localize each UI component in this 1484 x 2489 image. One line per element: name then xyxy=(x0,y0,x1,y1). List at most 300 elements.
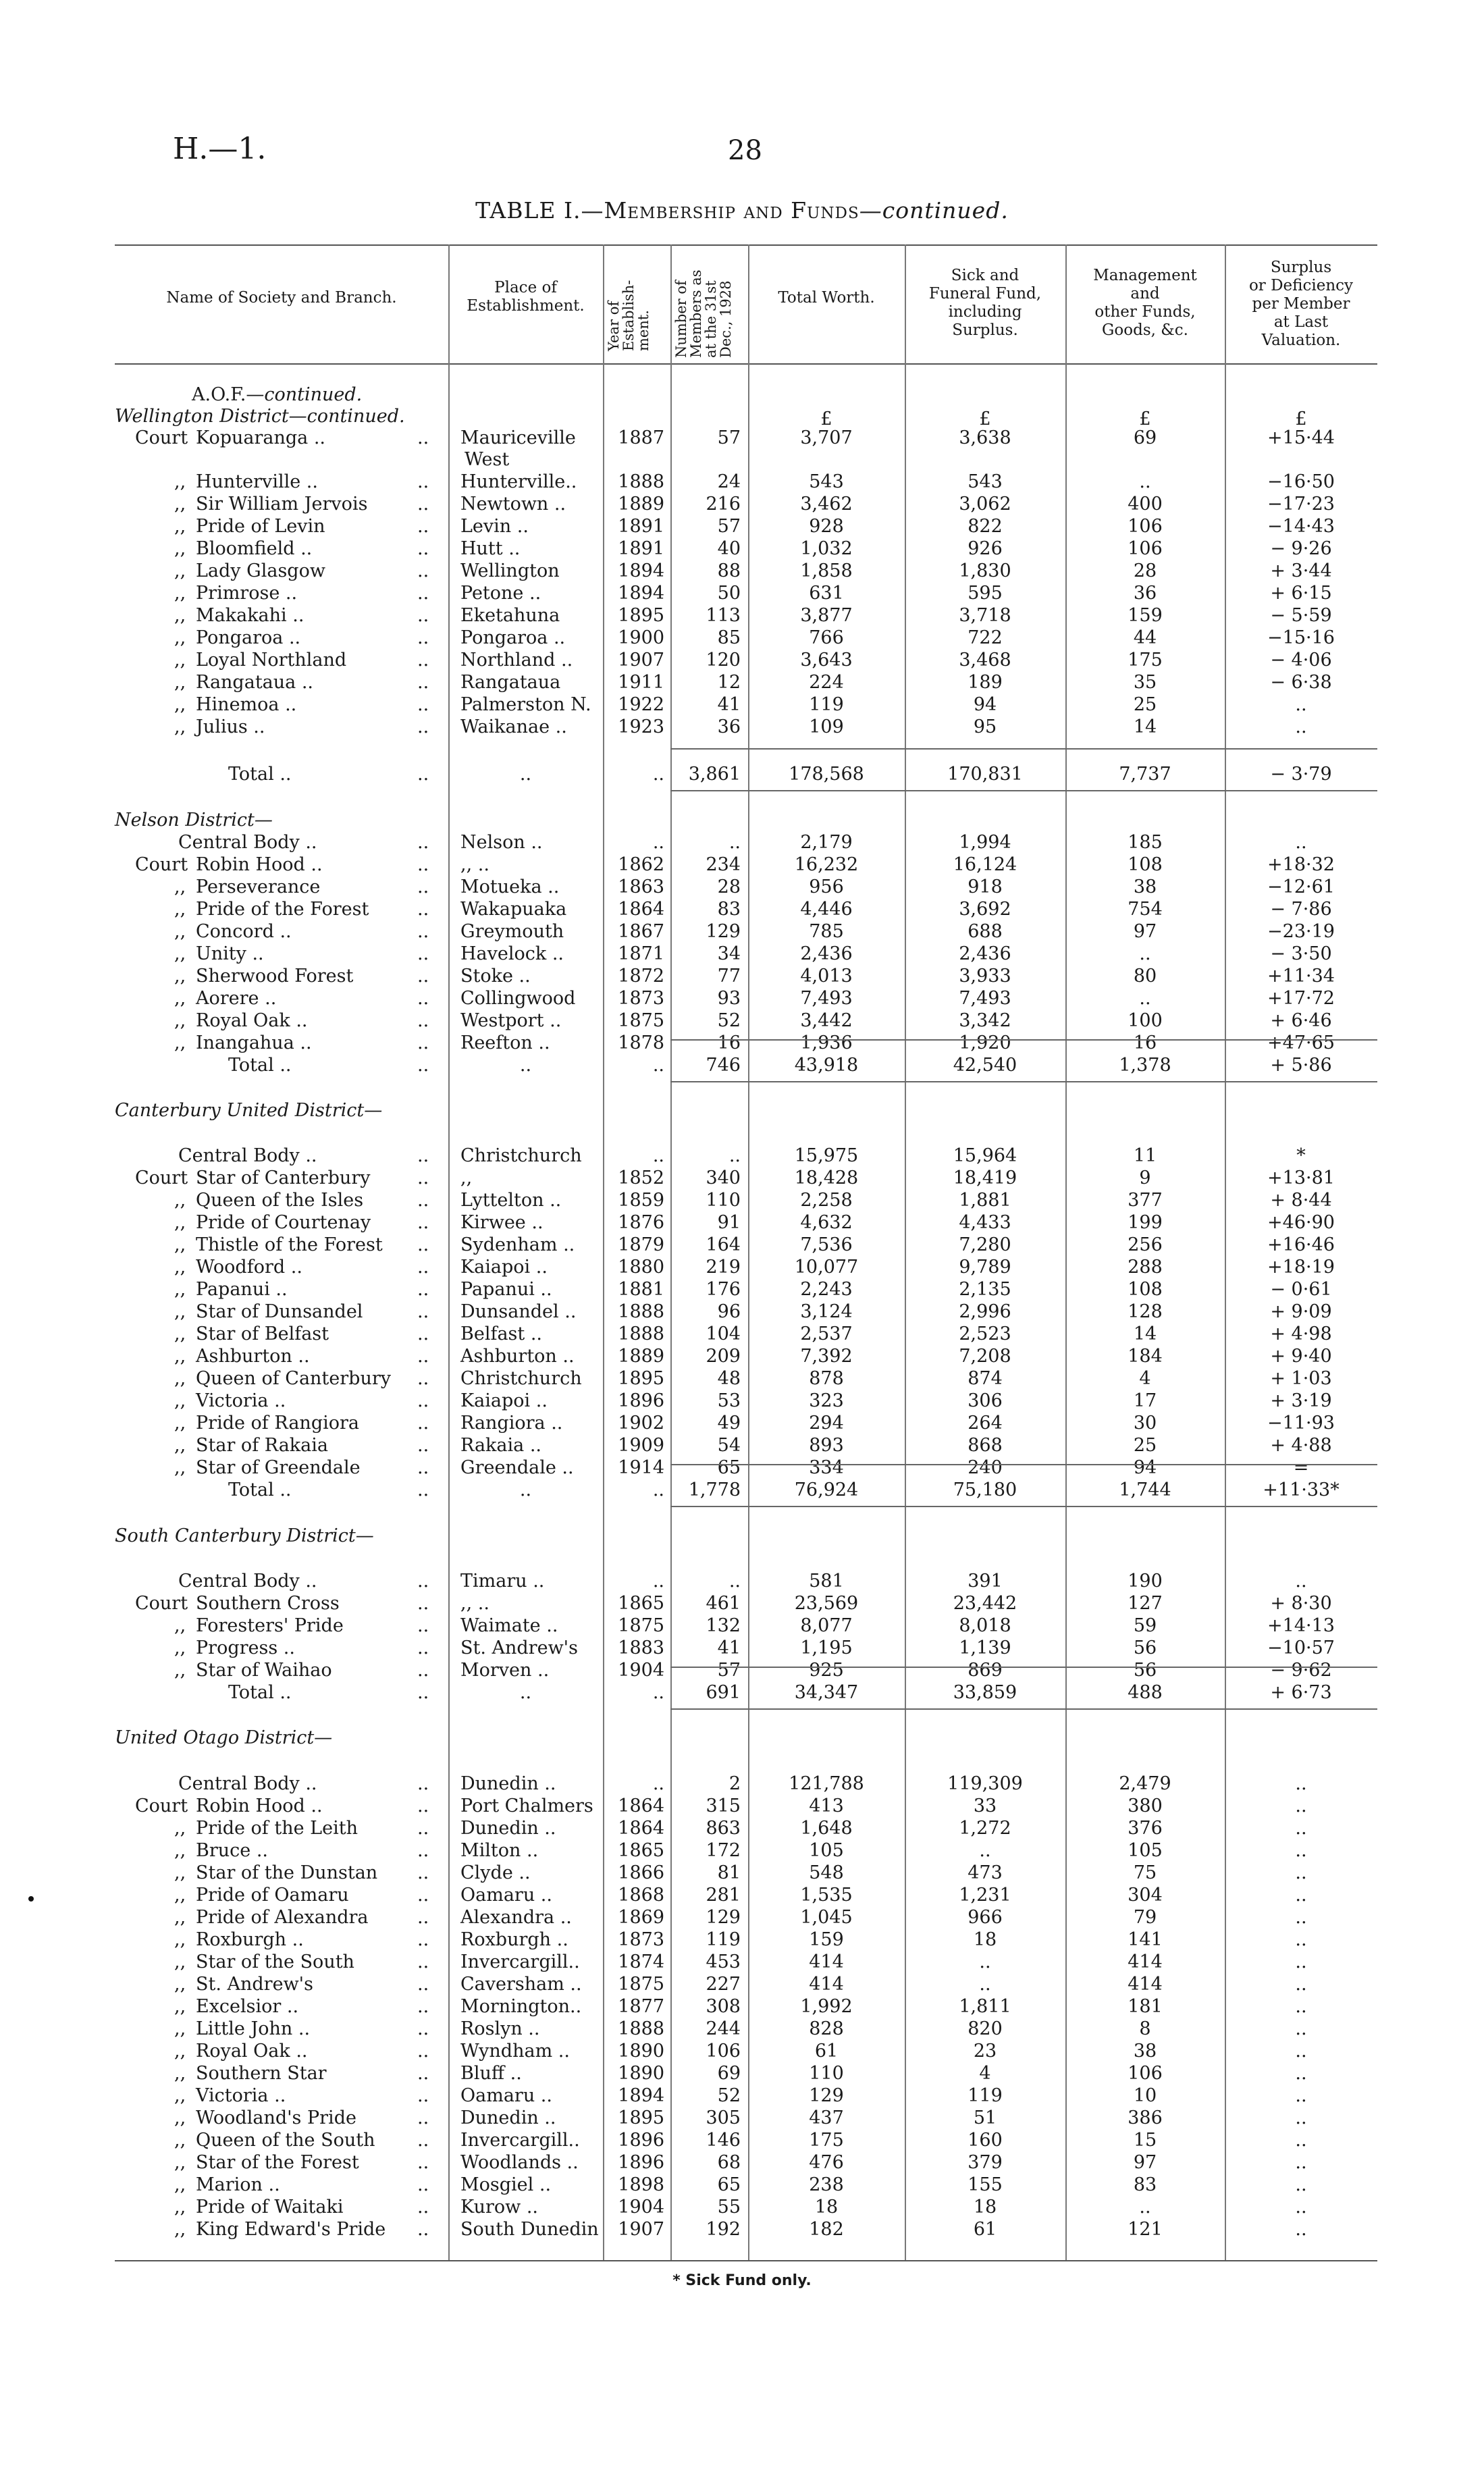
branch-prefix: ,, xyxy=(174,1862,186,1883)
branch-place: Palmerston N. xyxy=(460,694,591,715)
section-heading: Canterbury United District— xyxy=(115,1100,383,1121)
branch-sick: 722 xyxy=(968,627,1003,648)
branch-year: 1866 xyxy=(618,1862,664,1883)
branch-year: 1852 xyxy=(618,1168,664,1188)
branch-name: Robin Hood .. xyxy=(196,1796,323,1816)
branch-year: 1888 xyxy=(618,1301,664,1322)
branch-year: 1894 xyxy=(618,583,664,604)
colhead-members-line: Members as xyxy=(688,269,704,358)
branch-year: 1889 xyxy=(618,494,664,515)
branch-place: Papanui .. xyxy=(460,1279,552,1300)
colhead-mgmt-line: and xyxy=(1130,285,1160,303)
branch-members: 52 xyxy=(717,1010,741,1031)
branch-surplus: .. xyxy=(1295,716,1307,737)
total-top-rule xyxy=(670,748,1377,750)
branch-year: 1873 xyxy=(618,1929,664,1950)
total-worth: 76,924 xyxy=(794,1479,859,1500)
branch-name: Foresters' Pride xyxy=(196,1615,344,1636)
branch-dots: .. xyxy=(417,1257,429,1278)
branch-prefix: ,, xyxy=(174,899,186,920)
branch-worth: 925 xyxy=(809,1660,844,1681)
branch-dots: .. xyxy=(417,1907,429,1928)
branch-sick: 1,920 xyxy=(959,1032,1011,1053)
branch-dots: .. xyxy=(417,1840,429,1861)
branch-worth: 7,536 xyxy=(800,1234,853,1255)
branch-name: Robin Hood .. xyxy=(196,854,323,875)
branch-mgmt: 56 xyxy=(1133,1660,1157,1681)
branch-prefix: ,, xyxy=(174,966,186,987)
branch-mgmt: .. xyxy=(1139,471,1151,492)
branch-worth: 3,877 xyxy=(800,605,853,626)
branch-place: Rangiora .. xyxy=(460,1413,563,1434)
branch-dots: .. xyxy=(417,494,429,515)
branch-mgmt: 83 xyxy=(1133,2174,1157,2195)
branch-name: Star of the Forest xyxy=(196,2152,359,2173)
branch-name: Ashburton .. xyxy=(196,1346,310,1367)
colhead-surplus-line: per Member xyxy=(1252,295,1350,313)
branch-mgmt: 14 xyxy=(1133,716,1157,737)
colhead-sick-line: Surplus. xyxy=(952,321,1018,339)
branch-sick: 3,718 xyxy=(959,605,1011,626)
branch-mgmt: 181 xyxy=(1128,1996,1163,2017)
branch-place: Kaiapoi .. xyxy=(460,1257,548,1278)
branch-name: Julius .. xyxy=(196,716,265,737)
total-bottom-rule xyxy=(670,790,1377,791)
branch-dots: .. xyxy=(417,1996,429,2017)
branch-surplus: − 0·61 xyxy=(1270,1279,1332,1300)
branch-surplus: .. xyxy=(1295,2018,1307,2039)
branch-surplus: .. xyxy=(1295,2063,1307,2084)
branch-worth: 1,032 xyxy=(800,538,853,559)
branch-year: 1875 xyxy=(618,1010,664,1031)
branch-place: Milton .. xyxy=(460,1840,539,1861)
branch-dots: .. xyxy=(417,1279,429,1300)
branch-dots: .. xyxy=(417,832,429,853)
branch-name: Rangataua .. xyxy=(196,672,313,693)
branch-prefix: ,, xyxy=(174,1840,186,1861)
branch-worth: 238 xyxy=(809,2174,844,2195)
margin-dot xyxy=(28,1896,34,1902)
branch-members: 81 xyxy=(717,1862,741,1883)
section-heading: Nelson District— xyxy=(115,810,273,831)
branch-name: Hunterville .. xyxy=(196,471,318,492)
colhead-year-line: ment. xyxy=(635,310,652,351)
branch-worth: 414 xyxy=(809,1951,844,1972)
branch-worth: 2,258 xyxy=(800,1190,853,1211)
branch-members: 83 xyxy=(717,899,741,920)
branch-sick: 543 xyxy=(968,471,1003,492)
total-worth: 43,918 xyxy=(794,1055,859,1076)
branch-place: Roxburgh .. xyxy=(460,1929,568,1950)
branch-prefix: ,, xyxy=(174,716,186,737)
branch-surplus: − 9·62 xyxy=(1270,1660,1332,1681)
branch-surplus: +18·32 xyxy=(1267,854,1335,875)
branch-year: 1869 xyxy=(618,1907,664,1928)
branch-mgmt: 288 xyxy=(1128,1257,1163,1278)
branch-name: Little John .. xyxy=(196,2018,311,2039)
branch-members: 172 xyxy=(706,1840,741,1861)
branch-dots: .. xyxy=(417,1862,429,1883)
branch-year: .. xyxy=(652,1145,664,1166)
branch-members: 227 xyxy=(706,1974,741,1995)
branch-prefix: ,, xyxy=(174,650,186,671)
branch-year: 1896 xyxy=(618,1390,664,1411)
branch-prefix: ,, xyxy=(174,560,186,581)
branch-prefix: ,, xyxy=(174,1929,186,1950)
branch-mgmt: 185 xyxy=(1128,832,1163,853)
branch-mgmt: .. xyxy=(1139,2197,1151,2218)
total-mgmt: 7,737 xyxy=(1119,764,1171,785)
branch-members: 129 xyxy=(706,1907,741,1928)
branch-sick: .. xyxy=(979,1974,991,1995)
branch-name: Central Body .. xyxy=(178,1571,317,1592)
branch-prefix: ,, xyxy=(174,1346,186,1367)
branch-members: 41 xyxy=(717,694,741,715)
branch-worth: 159 xyxy=(809,1929,844,1950)
branch-year: 1896 xyxy=(618,2152,664,2173)
branch-dots: .. xyxy=(417,1796,429,1816)
branch-mgmt: 35 xyxy=(1133,672,1157,693)
branch-prefix: ,, xyxy=(174,1907,186,1928)
branch-members: 120 xyxy=(706,650,741,671)
branch-prefix: ,, xyxy=(174,471,186,492)
branch-dots: .. xyxy=(417,1593,429,1614)
branch-worth: 1,195 xyxy=(800,1638,853,1658)
branch-mgmt: 17 xyxy=(1133,1390,1157,1411)
colhead-place-line: Place of xyxy=(494,279,557,296)
colhead-year-line: Establish- xyxy=(620,280,637,351)
branch-prefix: Court xyxy=(135,1168,188,1188)
branch-dots: .. xyxy=(417,1818,429,1839)
branch-prefix: ,, xyxy=(174,1010,186,1031)
branch-name: Queen of the Isles xyxy=(196,1190,364,1211)
branch-name: Queen of Canterbury xyxy=(196,1368,391,1389)
branch-prefix: ,, xyxy=(174,1660,186,1681)
branch-dots: .. xyxy=(417,560,429,581)
branch-sick: 391 xyxy=(968,1571,1003,1592)
branch-dots: .. xyxy=(417,538,429,559)
branch-members: 55 xyxy=(717,2197,741,2218)
branch-members: 28 xyxy=(717,876,741,897)
branch-sick: 966 xyxy=(968,1907,1003,1928)
branch-surplus: − 5·59 xyxy=(1270,605,1332,626)
branch-sick: 1,139 xyxy=(959,1638,1011,1658)
branch-worth: 15,975 xyxy=(794,1145,859,1166)
branch-surplus: −17·23 xyxy=(1267,494,1335,515)
branch-dots: .. xyxy=(417,1435,429,1456)
branch-surplus: − 3·50 xyxy=(1270,943,1332,964)
colhead-place-line: Establishment. xyxy=(467,297,585,315)
branch-sick: 306 xyxy=(968,1390,1003,1411)
branch-dots: .. xyxy=(417,1346,429,1367)
branch-year: 1923 xyxy=(618,716,664,737)
branch-mgmt: 56 xyxy=(1133,1638,1157,1658)
branch-name: Star of Rakaia xyxy=(196,1435,329,1456)
branch-name: Roxburgh .. xyxy=(196,1929,304,1950)
table-title: Membership and Funds xyxy=(604,197,859,224)
branch-name: Sir William Jervois xyxy=(196,494,368,515)
place-continuation: West xyxy=(465,449,510,470)
branch-worth: 175 xyxy=(809,2130,844,2151)
branch-surplus: .. xyxy=(1295,2197,1307,2218)
branch-members: 69 xyxy=(717,2063,741,2084)
branch-sick: 23,442 xyxy=(953,1593,1017,1614)
branch-sick: 8,018 xyxy=(959,1615,1011,1636)
branch-sick: 820 xyxy=(968,2018,1003,2039)
total-dots: .. xyxy=(417,1682,429,1703)
branch-prefix: ,, xyxy=(174,1818,186,1839)
total-year: .. xyxy=(652,1682,664,1703)
branch-place: Dunedin .. xyxy=(460,1818,556,1839)
branch-worth: 110 xyxy=(809,2063,844,2084)
branch-prefix: ,, xyxy=(174,2107,186,2128)
branch-mgmt: 106 xyxy=(1128,516,1163,537)
branch-worth: 2,179 xyxy=(800,832,853,853)
total-label: Total .. xyxy=(228,1479,292,1500)
branch-members: 34 xyxy=(717,943,741,964)
branch-prefix: ,, xyxy=(174,516,186,537)
branch-surplus: .. xyxy=(1295,2041,1307,2062)
branch-surplus: +46·90 xyxy=(1267,1212,1335,1233)
branch-worth: 766 xyxy=(809,627,844,648)
footnote: * Sick Fund only. xyxy=(672,2272,812,2289)
total-dots: .. xyxy=(417,764,429,785)
branch-place: Kurow .. xyxy=(460,2197,538,2218)
branch-sick: 3,692 xyxy=(959,899,1011,920)
branch-mgmt: 141 xyxy=(1128,1929,1163,1950)
branch-mgmt: 16 xyxy=(1133,1032,1157,1053)
branch-sick: 119,309 xyxy=(947,1773,1023,1794)
branch-sick: 1,830 xyxy=(959,560,1011,581)
branch-name: Loyal Northland xyxy=(196,650,347,671)
total-year: .. xyxy=(652,1055,664,1076)
branch-sick: 2,436 xyxy=(959,943,1011,964)
branch-surplus: .. xyxy=(1295,694,1307,715)
branch-worth: 2,243 xyxy=(800,1279,853,1300)
currency-surplus: £ xyxy=(1295,409,1307,429)
colhead-mgmt-line: other Funds, xyxy=(1094,303,1196,321)
branch-surplus: − 7·86 xyxy=(1270,899,1332,920)
branch-surplus: .. xyxy=(1295,2174,1307,2195)
branch-members: 104 xyxy=(706,1324,741,1344)
branch-members: 88 xyxy=(717,560,741,581)
branch-year: 1868 xyxy=(618,1885,664,1906)
branch-year: 1889 xyxy=(618,1346,664,1367)
branch-name: Hinemoa .. xyxy=(196,694,297,715)
branch-place: Havelock .. xyxy=(460,943,564,964)
branch-members: 85 xyxy=(717,627,741,648)
total-dots: .. xyxy=(417,1055,429,1076)
branch-mgmt: .. xyxy=(1139,943,1151,964)
branch-year: 1864 xyxy=(618,1796,664,1816)
branch-surplus: −14·43 xyxy=(1267,516,1335,537)
total-year: .. xyxy=(652,1479,664,1500)
branch-name: Primrose .. xyxy=(196,583,298,604)
branch-prefix: ,, xyxy=(174,1638,186,1658)
branch-worth: 2,537 xyxy=(800,1324,853,1344)
branch-surplus: + 9·09 xyxy=(1270,1301,1332,1322)
currency-worth: £ xyxy=(820,409,832,429)
branch-mgmt: 75 xyxy=(1133,1862,1157,1883)
branch-year: 1874 xyxy=(618,1951,664,1972)
branch-sick: 1,881 xyxy=(959,1190,1011,1211)
branch-prefix: ,, xyxy=(174,921,186,942)
branch-dots: .. xyxy=(417,1145,429,1166)
branch-sick: 1,272 xyxy=(959,1818,1011,1839)
branch-name: Pride of Levin xyxy=(196,516,325,537)
branch-members: 50 xyxy=(717,583,741,604)
branch-members: 863 xyxy=(706,1818,741,1839)
branch-mgmt: 121 xyxy=(1128,2219,1163,2240)
branch-year: 1911 xyxy=(618,672,664,693)
branch-worth: 631 xyxy=(809,583,844,604)
branch-dots: .. xyxy=(417,2107,429,2128)
branch-place: Wakapuaka xyxy=(460,899,567,920)
branch-worth: 16,232 xyxy=(794,854,859,875)
branch-year: 1878 xyxy=(618,1032,664,1053)
branch-prefix: Court xyxy=(135,427,188,448)
branch-sick: .. xyxy=(979,1951,991,1972)
branch-prefix: ,, xyxy=(174,1413,186,1434)
branch-place: Motueka .. xyxy=(460,876,560,897)
branch-surplus: .. xyxy=(1295,1885,1307,1906)
branch-dots: .. xyxy=(417,605,429,626)
branch-worth: 581 xyxy=(809,1571,844,1592)
branch-year: 1907 xyxy=(618,650,664,671)
branch-year: 1863 xyxy=(618,876,664,897)
branch-members: 52 xyxy=(717,2085,741,2106)
branch-surplus: +17·72 xyxy=(1267,988,1335,1009)
branch-surplus: + 8·44 xyxy=(1270,1190,1332,1211)
total-mgmt: 1,378 xyxy=(1119,1055,1171,1076)
branch-year: 1914 xyxy=(618,1457,664,1478)
branch-sick: 688 xyxy=(968,921,1003,942)
branch-surplus: +11·34 xyxy=(1267,966,1335,987)
branch-place: Greendale .. xyxy=(460,1457,574,1478)
branch-mgmt: 38 xyxy=(1133,2041,1157,2062)
branch-name: Star of Greendale xyxy=(196,1457,361,1478)
branch-mgmt: .. xyxy=(1139,988,1151,1009)
branch-place: Dunsandel .. xyxy=(460,1301,577,1322)
total-bottom-rule xyxy=(670,1708,1377,1710)
total-members: 3,861 xyxy=(688,764,741,785)
branch-members: 281 xyxy=(706,1885,741,1906)
branch-year: 1895 xyxy=(618,2107,664,2128)
branch-dots: .. xyxy=(417,899,429,920)
branch-surplus: − 9·26 xyxy=(1270,538,1332,559)
branch-name: Woodland's Pride xyxy=(196,2107,356,2128)
branch-surplus: .. xyxy=(1295,1951,1307,1972)
branch-prefix: ,, xyxy=(174,538,186,559)
branch-name: Star of Dunsandel xyxy=(196,1301,363,1322)
branch-sick: 51 xyxy=(973,2107,997,2128)
branch-mgmt: 30 xyxy=(1133,1413,1157,1434)
branch-place: Rangataua xyxy=(460,672,561,693)
branch-surplus: .. xyxy=(1295,1907,1307,1928)
branch-prefix: ,, xyxy=(174,2041,186,2062)
branch-surplus: + 8·30 xyxy=(1270,1593,1332,1614)
branch-mgmt: 97 xyxy=(1133,2152,1157,2173)
branch-dots: .. xyxy=(417,716,429,737)
branch-year: 1890 xyxy=(618,2063,664,2084)
branch-year: 1877 xyxy=(618,1996,664,2017)
branch-place: Hunterville.. xyxy=(460,471,577,492)
branch-mgmt: 44 xyxy=(1133,627,1157,648)
branch-prefix: ,, xyxy=(174,988,186,1009)
branch-name: Royal Oak .. xyxy=(196,1010,308,1031)
branch-prefix: Court xyxy=(135,1796,188,1816)
branch-worth: 129 xyxy=(809,2085,844,2106)
branch-name: Central Body .. xyxy=(178,832,317,853)
branch-dots: .. xyxy=(417,516,429,537)
branch-dots: .. xyxy=(417,943,429,964)
total-surplus: − 3·79 xyxy=(1270,764,1332,785)
branch-surplus: .. xyxy=(1295,1862,1307,1883)
branch-mgmt: 190 xyxy=(1128,1571,1163,1592)
branch-name: Royal Oak .. xyxy=(196,2041,308,2062)
branch-mgmt: 8 xyxy=(1139,2018,1151,2039)
branch-dots: .. xyxy=(417,1234,429,1255)
total-place: .. xyxy=(519,1055,532,1076)
branch-sick: 240 xyxy=(968,1457,1003,1478)
branch-mgmt: 127 xyxy=(1128,1593,1163,1614)
branch-name: Progress .. xyxy=(196,1638,295,1658)
branch-name: Central Body .. xyxy=(178,1145,317,1166)
branch-sick: 3,933 xyxy=(959,966,1011,987)
branch-dots: .. xyxy=(417,471,429,492)
branch-members: .. xyxy=(728,1571,741,1592)
branch-year: 1872 xyxy=(618,966,664,987)
branch-members: 93 xyxy=(717,988,741,1009)
branch-members: 234 xyxy=(706,854,741,875)
branch-name: Perseverance xyxy=(196,876,321,897)
total-dots: .. xyxy=(417,1479,429,1500)
branch-members: 41 xyxy=(717,1638,741,1658)
total-place: .. xyxy=(519,1479,532,1500)
branch-members: 16 xyxy=(717,1032,741,1053)
branch-mgmt: 128 xyxy=(1128,1301,1163,1322)
branch-dots: .. xyxy=(417,2085,429,2106)
branch-members: 65 xyxy=(717,1457,741,1478)
branch-surplus: .. xyxy=(1295,2152,1307,2173)
colhead-total-worth: Total Worth. xyxy=(778,289,875,307)
total-bottom-rule xyxy=(670,1506,1377,1507)
branch-dots: .. xyxy=(417,2197,429,2218)
branch-prefix: ,, xyxy=(174,2174,186,2195)
branch-dots: .. xyxy=(417,966,429,987)
branch-year: 1864 xyxy=(618,1818,664,1839)
branch-worth: 785 xyxy=(809,921,844,942)
branch-surplus: +13·81 xyxy=(1267,1168,1335,1188)
branch-year: 1891 xyxy=(618,516,664,537)
total-sick: 42,540 xyxy=(953,1055,1017,1076)
branch-place: Mauriceville xyxy=(460,427,576,448)
branch-surplus: .. xyxy=(1295,1929,1307,1950)
branch-year: .. xyxy=(652,1571,664,1592)
branch-dots: .. xyxy=(417,1032,429,1053)
branch-place: Bluff .. xyxy=(460,2063,522,2084)
branch-surplus: .. xyxy=(1295,2085,1307,2106)
branch-mgmt: 376 xyxy=(1128,1818,1163,1839)
branch-place: Pongaroa .. xyxy=(460,627,566,648)
branch-mgmt: 80 xyxy=(1133,966,1157,987)
branch-worth: 121,788 xyxy=(789,1773,864,1794)
branch-sick: 822 xyxy=(968,516,1003,537)
branch-dots: .. xyxy=(417,650,429,671)
total-worth: 178,568 xyxy=(789,764,864,785)
branch-dots: .. xyxy=(417,2130,429,2151)
branch-worth: 334 xyxy=(809,1457,844,1478)
